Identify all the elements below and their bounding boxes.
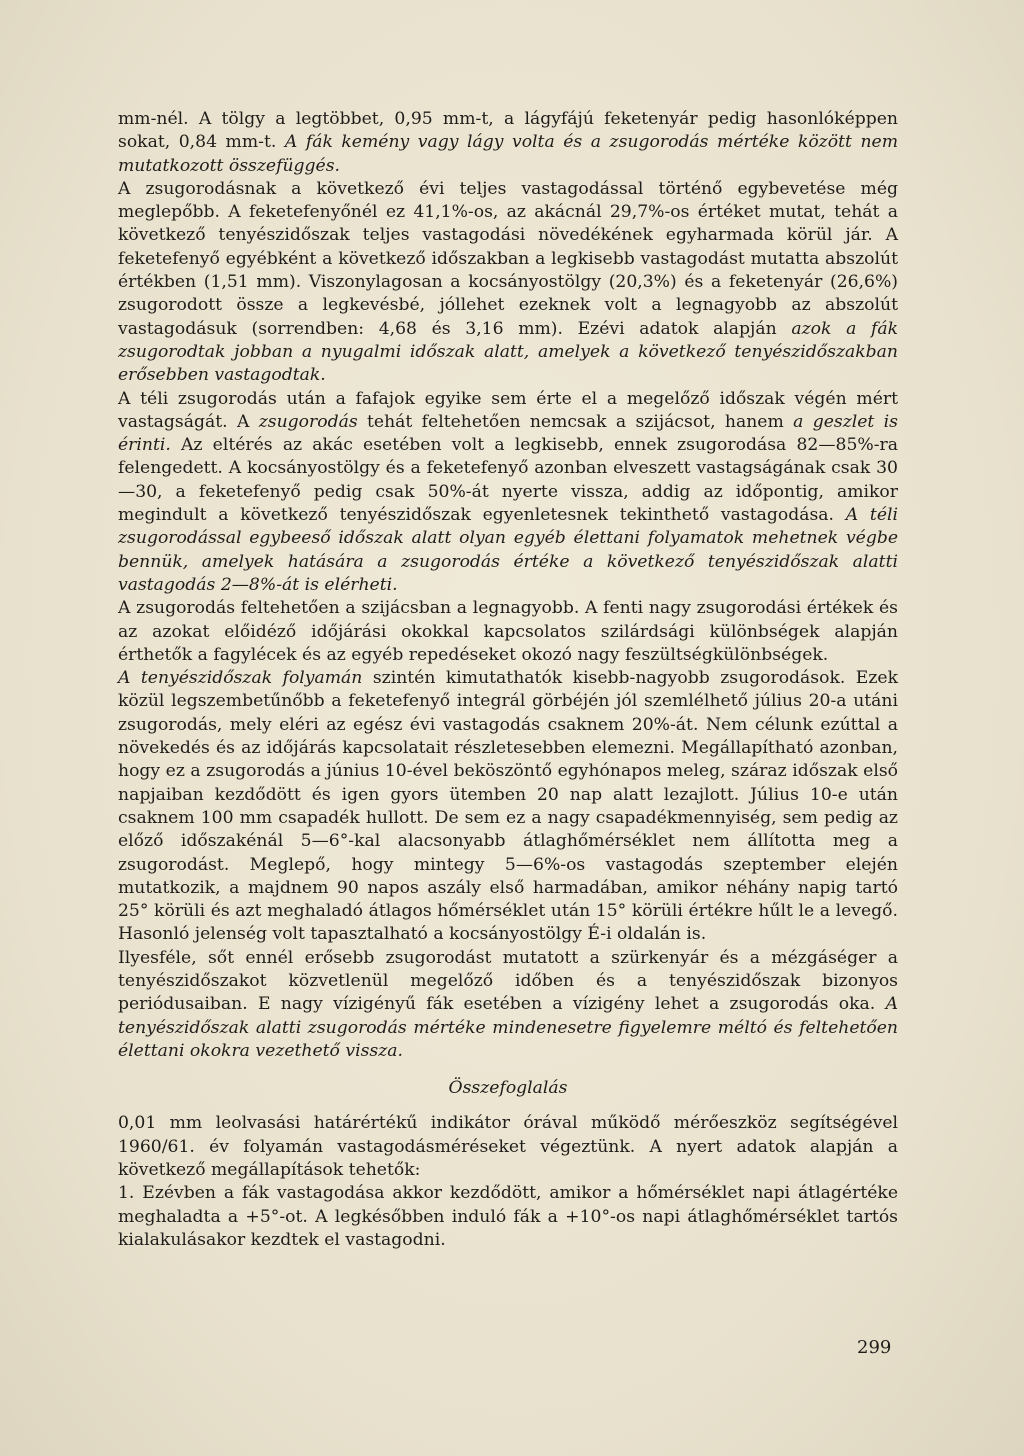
paragraph-4 bbox=[118, 597, 898, 667]
paragraph-5 bbox=[118, 667, 898, 947]
text-run: szintén kimutathatók kisebb-nagyobb zsugorodások. Ezek közül legszembetűnőbb a feketefenyő integrál görbéjén jól szemlélhető július 20-a utáni zsugorodás, mely eléri az egész évi vastagodás csaknem 20%-át. Nem célunk ezúttal a növekedés és az időjárás kapcsolatait részletesebben elemezni. Megállapítható azonban, hogy ez a zsugorodás a június 10-ével beköszöntő egyhónapos meleg, száraz időszak első napjaiban kezdődött és igen gyors ütemben 20 nap alatt lezajlott. Július 10-e után csaknem 100 mm csapadék hullott. De sem ez a nagy csapadékmennyiség, sem pedig az előző időszakénál 5—6°-kal alacsonyabb átlaghőmérséklet nem állította meg a zsugorodást. Meglepő, hogy mintegy 5—6%-os vastagodás szeptember elején mutatkozik, a majdnem 90 napos aszály első harmadában, amikor néhány napig tartó 25° körüli és azt meghaladó átlagos hőmérséklet után 15° körüli értékre hűlt le a levegő. Hasonló jelenség volt tapasztalható a kocsányostölgy É-i oldalán is. bbox=[118, 668, 898, 945]
body-text bbox=[118, 108, 898, 1252]
paragraph-2 bbox=[118, 178, 898, 388]
summary-paragraph-1 bbox=[118, 1112, 898, 1182]
paragraph-1 bbox=[118, 108, 898, 178]
text-run: A zsugorodásnak a következő évi teljes vastagodással történő egybevetése még meglepőbb. A feketefenyőnél ez 41,1%-os, az akácnál 29,7%-os értéket mutat, tehát a következő tenyészidőszak teljes vastagodási növedékének egyharmada körül jár. A feketefenyő egyébként a következő időszakban a legkisebb vastagodást mutatta abszolút értékben (1,51 mm). Viszonylagosan a kocsányostölgy (20,3%) és a feketenyár (26,6%) zsugorodott össze a legkevésbé, jóllehet ezeknek volt a legnagyobb az abszolút vastagodásuk (sorrendben: 4,68 és 3,16 mm). Ezévi adatok alapján bbox=[118, 178, 898, 339]
paragraph-3 bbox=[118, 388, 898, 598]
italic-run: A téli zsugorodással egybeeső időszak alatt olyan egyéb élettani folyamatok mehetnek végbe bennük, amelyek hatására a zsugorodás értéke a következő tenyészidőszak alatti vastagodás 2—8%-át is elérheti. bbox=[118, 505, 898, 595]
italic-run: A fák kemény vagy lágy volta és a zsugorodás mértéke között nem mutatkozott összefüggés. bbox=[118, 132, 898, 176]
text-run: 0,01 mm leolvasási határértékű indikátor órával működő mérőeszköz segítségével 1960/61. év folyamán vastagodásméréseket végeztünk. A nyert adatok alapján a következő megállapítások tehetők: bbox=[118, 1113, 898, 1181]
italic-run: A tenyészidőszak folyamán bbox=[118, 668, 363, 689]
text-run: tehát feltehetően nemcsak a szijácsot, hanem bbox=[357, 411, 794, 432]
text-run: Ilyesféle, sőt ennél erősebb zsugorodást mutatott a szürkenyár és a mézgáséger a tenyészidőszakot közvetlenül megelőző időben és a tenyészidőszak bizonyos periódusaiban. E nagy vízigényű fák esetében a vízigény lehet a zsugorodás oka. bbox=[118, 947, 898, 1015]
text-run: mm-nél. A tölgy a legtöbbet, 0,95 mm-t, a lágyfájú feketenyár pedig hasonlóképpen sokat, 0,84 mm-t. bbox=[118, 109, 898, 153]
page-number: 299 bbox=[857, 1337, 892, 1358]
italic-run: zsugorodás bbox=[258, 411, 358, 432]
italic-run: azok a fák zsugorodtak jobban a nyugalmi időszak alatt, amelyek a következő tenyészidőszakban erősebben vastagodtak. bbox=[118, 318, 898, 386]
summary-paragraph-2 bbox=[118, 1182, 898, 1252]
text-run: A zsugorodás feltehetően a szijácsban a legnagyobb. A fenti nagy zsugorodási értékek és az azokat előidéző időjárási okokkal kapcsolatos szilárdsági különbségek alapján érthetők a fagylécek és az egyéb repedéseket okozó nagy feszültségkülönbségek. bbox=[118, 598, 898, 665]
text-run: 1. Ezévben a fák vastagodása akkor kezdődött, amikor a hőmérséklet napi átlagértéke meghaladta a +5°-ot. A legkésőbben induló fák a +10°-os napi átlaghőmérséklet tartós kialakulásakor kezdtek el vastagodni. bbox=[118, 1183, 898, 1250]
paragraph-6 bbox=[118, 947, 898, 1063]
text-run: A téli zsugorodás után a fafajok egyike sem érte el a megelőző időszak végén mért vastagságát. A bbox=[118, 388, 898, 432]
italic-run: a geszlet is érinti. bbox=[118, 411, 898, 456]
italic-run: A tenyészidőszak alatti zsugorodás mértéke mindenesetre figyelemre méltó és feltehetően élettani okokra vezethető vissza. bbox=[118, 994, 898, 1061]
text-run: Az eltérés az akác esetében volt a legkisebb, ennek zsugorodása 82—85%-ra felengedett. A kocsányostölgy és a feketefenyő azonban elveszett vastagságának csak 30—30, a feketefenyő pedig csak 50%-át nyerte vissza, addig az időpontig, amikor megindult a következő tenyészidőszak egyenletesnek tekinthető vastagodása. bbox=[118, 435, 898, 526]
section-heading: Összefoglalás bbox=[448, 1078, 568, 1099]
